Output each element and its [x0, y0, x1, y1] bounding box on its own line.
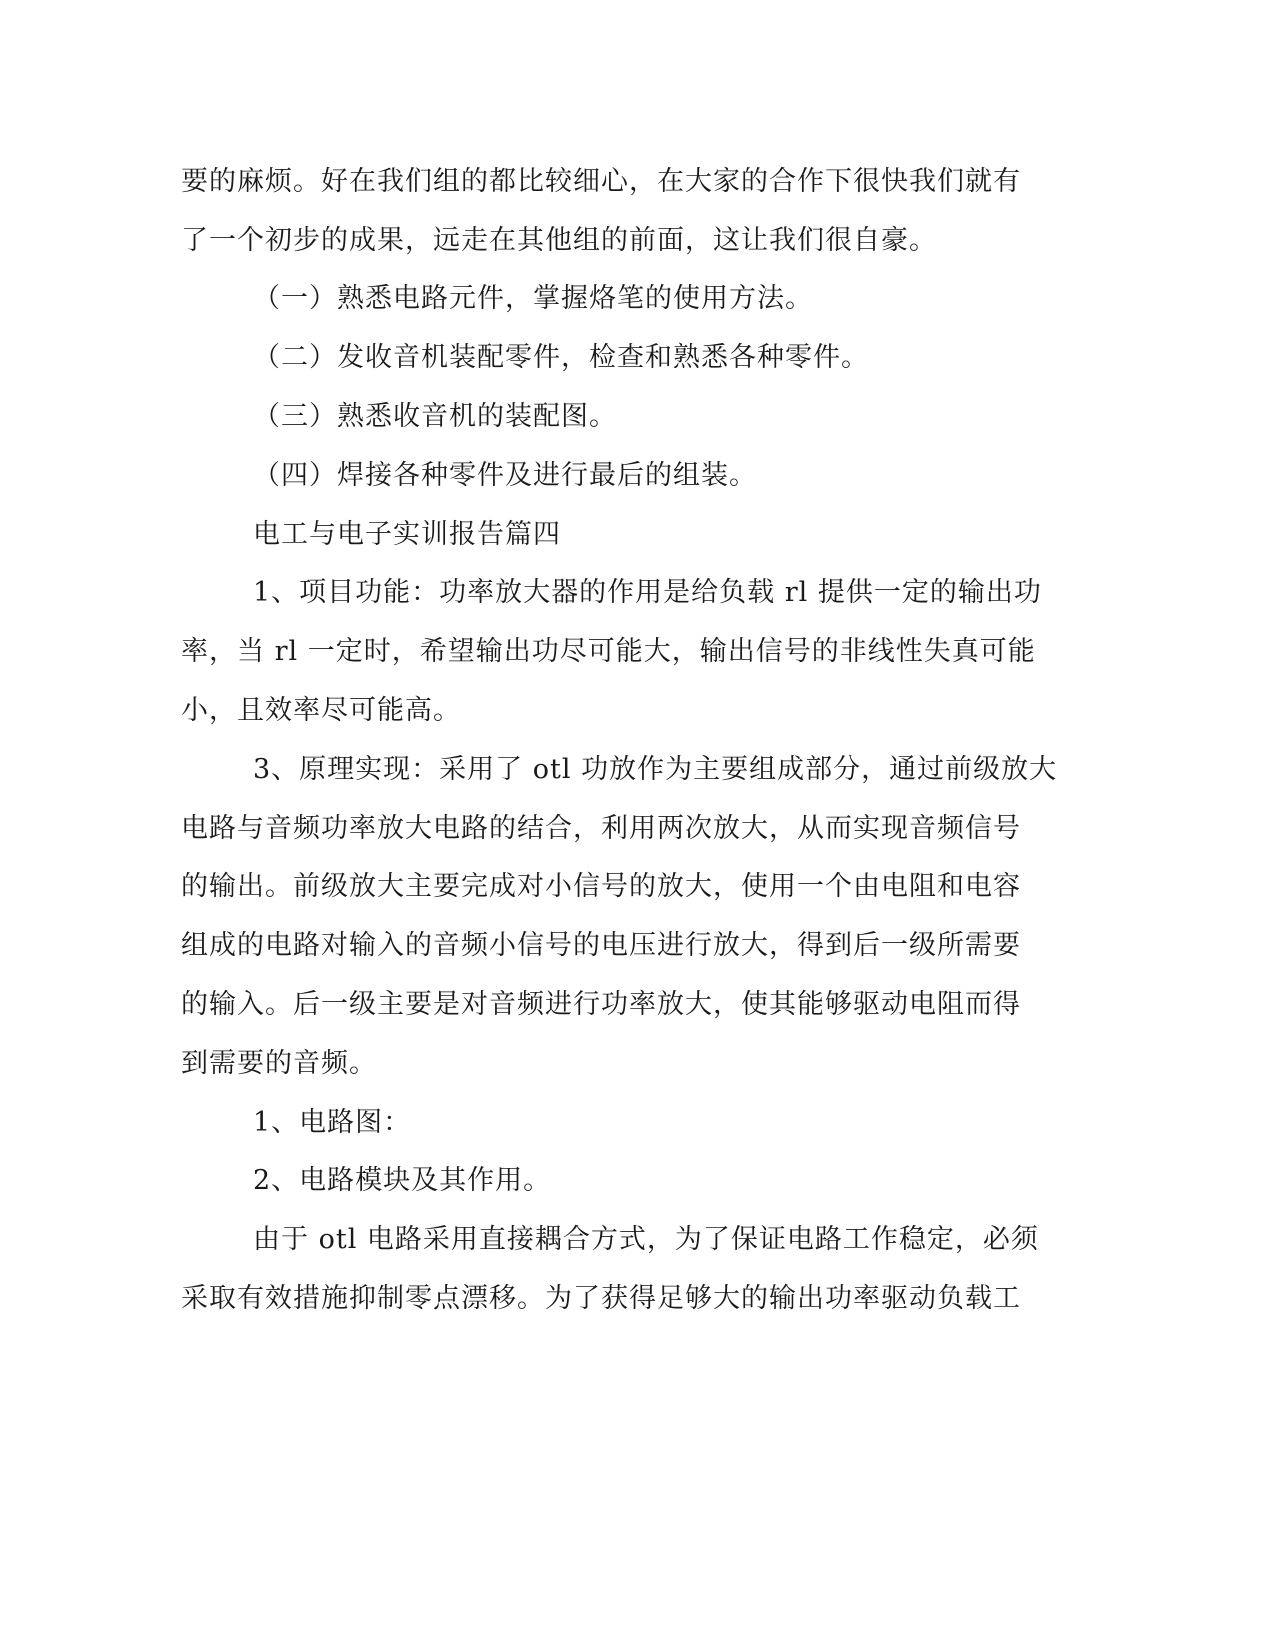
section-heading: 电工与电子实训报告篇四	[253, 519, 561, 550]
text-line: （二）发收音机装配零件，检查和熟悉各种零件。	[253, 342, 869, 373]
text-line: 采取有效措施抑制零点漂移。为了获得足够大的输出功率驱动负载工	[181, 1283, 1021, 1314]
text-line: 的输出。前级放大主要完成对小信号的放大，使用一个由电阻和电容	[181, 871, 1021, 902]
text-line: 的输入。后一级主要是对音频进行功率放大，使其能够驱动电阻而得	[181, 989, 1021, 1020]
text-line: 2、电路模块及其作用。	[253, 1165, 552, 1196]
text-line: 1、项目功能：功率放大器的作用是给负载 rl 提供一定的输出功	[253, 577, 1042, 608]
text-line: 了一个初步的成果，远走在其他组的前面，这让我们很自豪。	[181, 225, 937, 256]
text-line: 3、原理实现：采用了 otl 功放作为主要组成部分，通过前级放大	[253, 754, 1058, 785]
text-line: 到需要的音频。	[181, 1048, 377, 1079]
text-line: 率，当 rl 一定时，希望输出功尽可能大，输出信号的非线性失真可能	[181, 636, 1036, 667]
text-line: 要的麻烦。好在我们组的都比较细心，在大家的合作下很快我们就有	[181, 166, 1021, 197]
text-line: 小，且效率尽可能高。	[181, 695, 461, 726]
text-line: 组成的电路对输入的音频小信号的电压进行放大，得到后一级所需要	[181, 930, 1021, 961]
text-line: 电路与音频功率放大电路的结合，利用两次放大，从而实现音频信号	[181, 813, 1021, 844]
text-line: 由于 otl 电路采用直接耦合方式，为了保证电路工作稳定，必须	[253, 1224, 1039, 1255]
text-line: （一）熟悉电路元件，掌握烙笔的使用方法。	[253, 283, 813, 314]
text-line: （三）熟悉收音机的装配图。	[253, 401, 617, 432]
text-line: 1、电路图：	[253, 1107, 412, 1138]
text-line: （四）焊接各种零件及进行最后的组装。	[253, 460, 757, 491]
